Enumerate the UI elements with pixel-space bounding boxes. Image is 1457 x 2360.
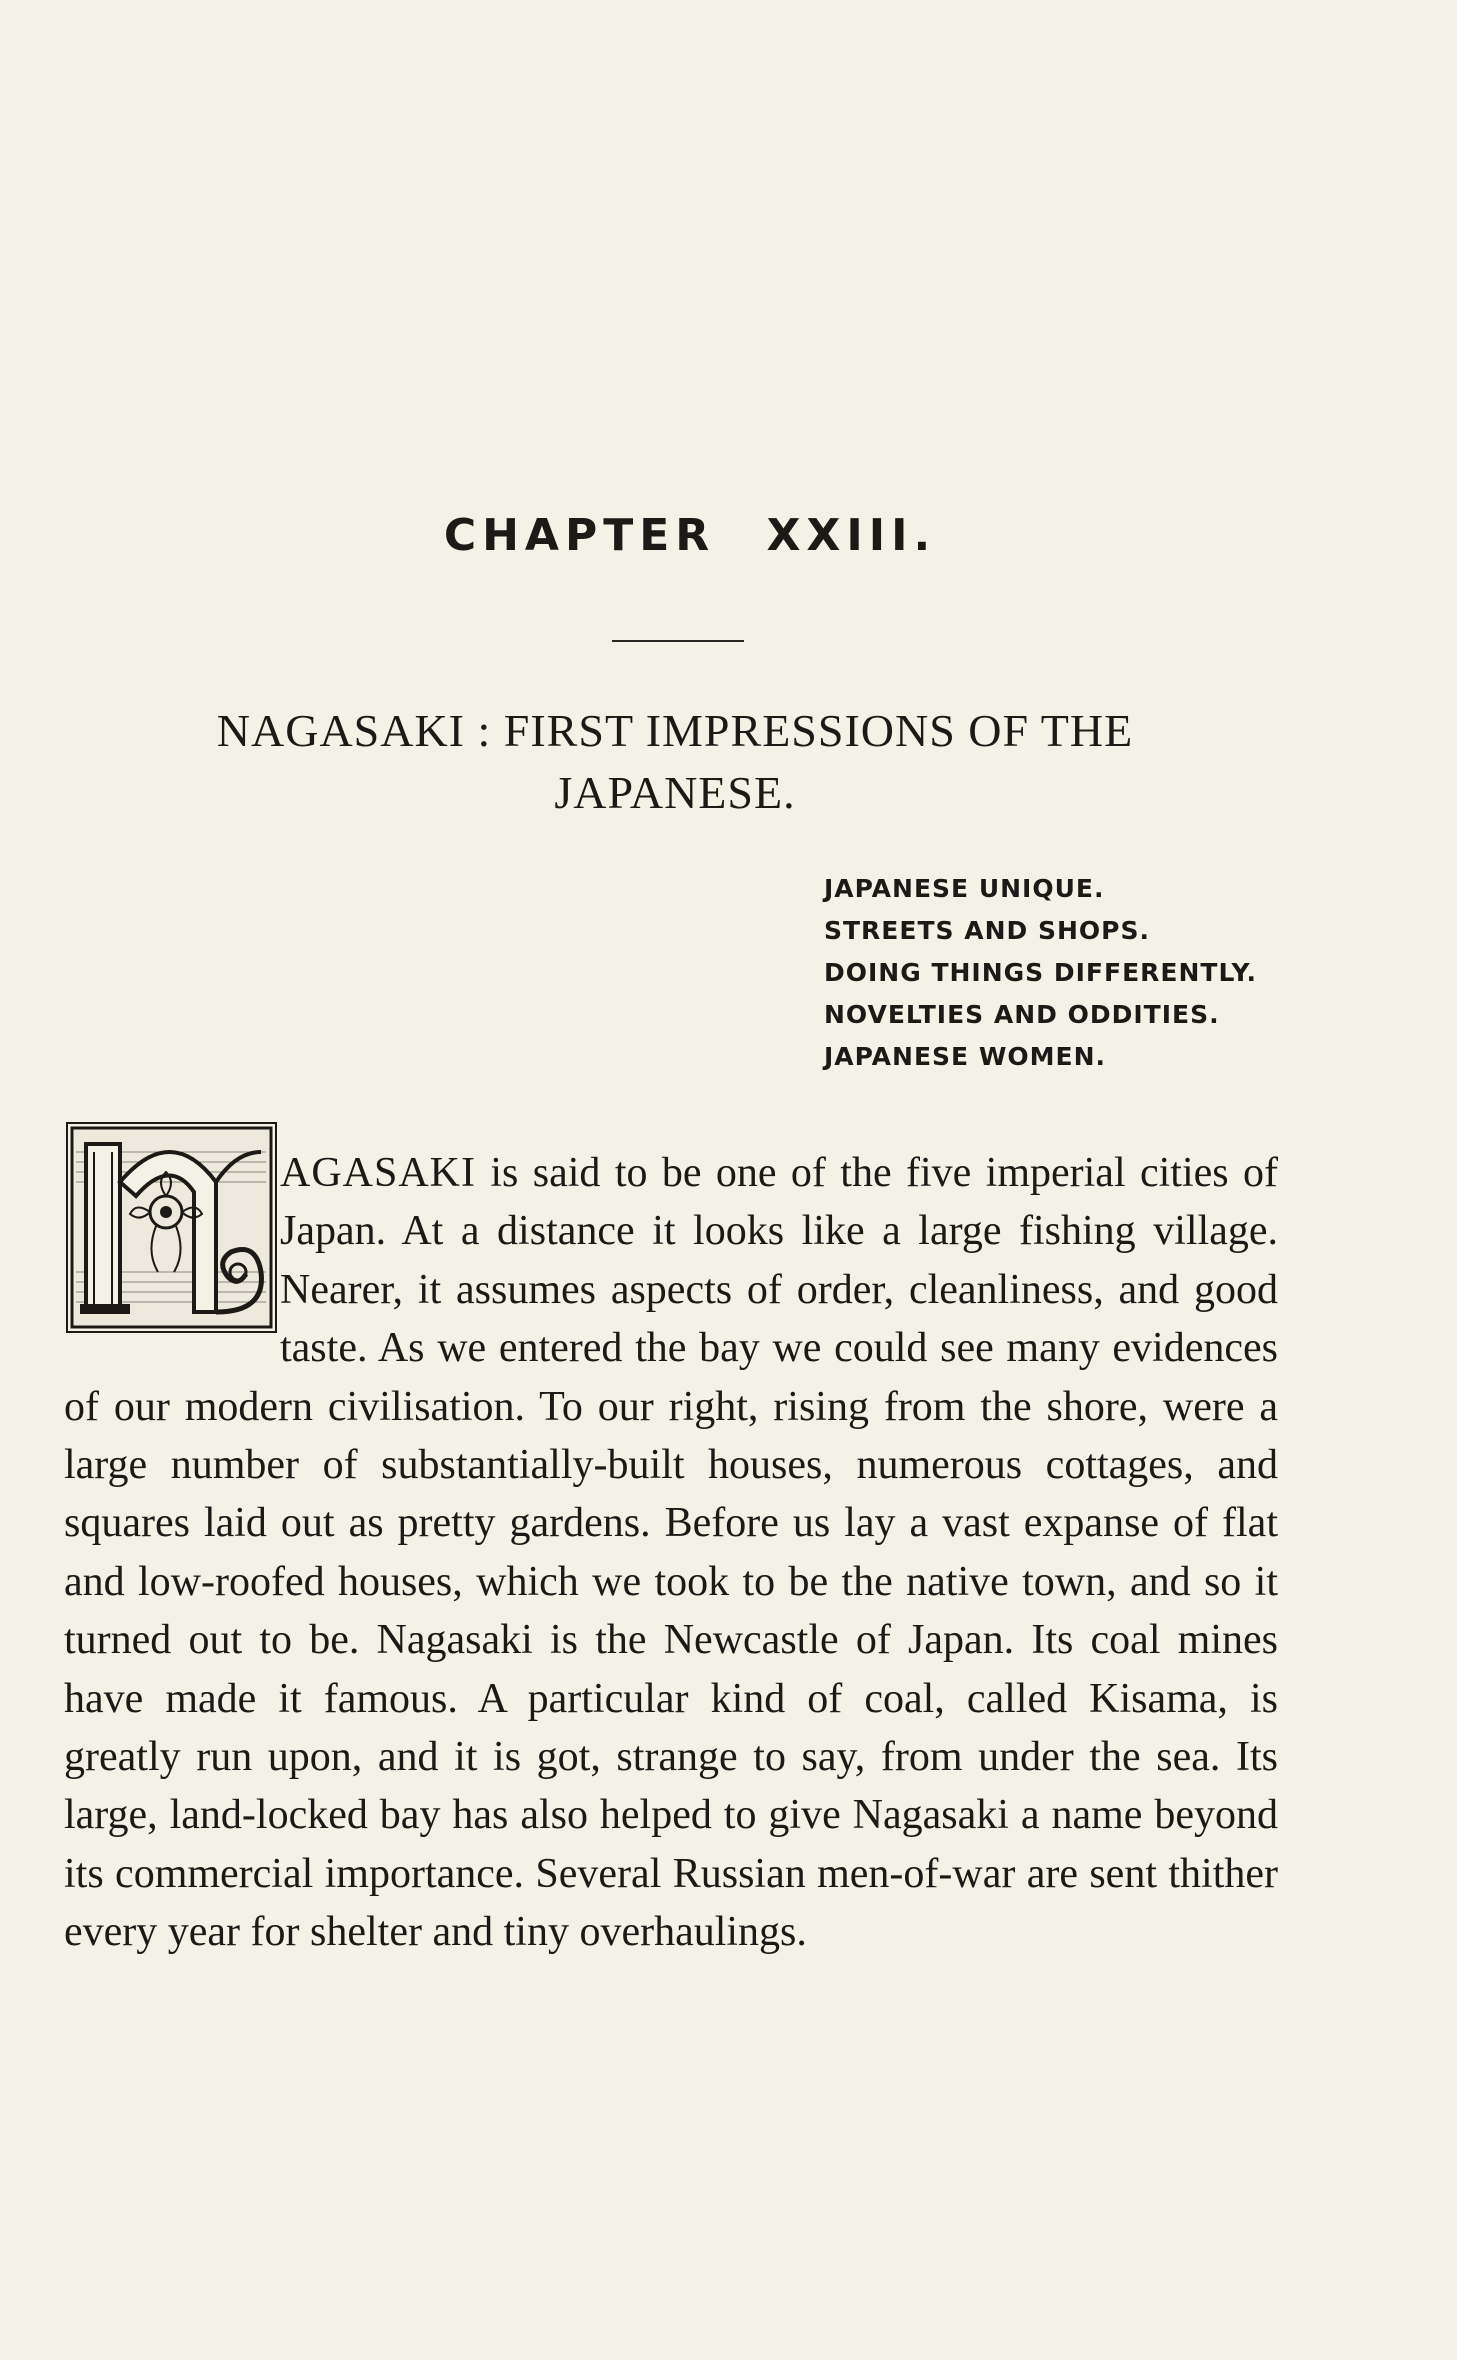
contents-item: NOVELTIES AND ODDITIES. [824,1000,1220,1029]
heading-rule [612,640,744,642]
contents-item: DOING THINGS DIFFERENTLY. [824,958,1257,987]
body-paragraph [64,1144,1278,1962]
contents-item: JAPANESE WOMEN. [824,1042,1107,1071]
chapter-contents-list [824,868,1257,1078]
dropcap-spacer [64,1144,280,1371]
chapter-title: NAGASAKI : FIRST IMPRESSIONS OF THE JAPANESE. [216,705,1134,818]
contents-item: STREETS AND SHOPS. [824,916,1150,945]
contents-item: JAPANESE UNIQUE. [824,874,1105,903]
paragraph-lead-word: AGASAKI [280,1150,476,1196]
paragraph-text: is said to be one of the five imperial cities of Japan. At a distance it looks like a large fishing village. Nearer, it assumes aspects of order, cleanliness, and good taste. As we entered the bay we could see many evidences of our modern civilisation. To our right, rising from the shore, were a large number of substantially-built houses, numerous cottages, and squares laid out as pretty gardens. Before us lay a vast expanse of flat and low-roofed houses, which we took to be the native town, and so it turned out to be. Nagasaki is the Newcastle of Japan. Its coal mines have made it famous. A particular kind of coal, called Kisama, is greatly run upon, and it is got, strange to say, from under the sea. Its large, land-locked bay has also helped to give Nagasaki a name beyond its commercial importance. Several Russian men-of-war are sent thither every year for shelter and tiny overhaulings. [64,1150,1278,1956]
chapter-heading: CHAPTER XXIII. [443,510,937,561]
